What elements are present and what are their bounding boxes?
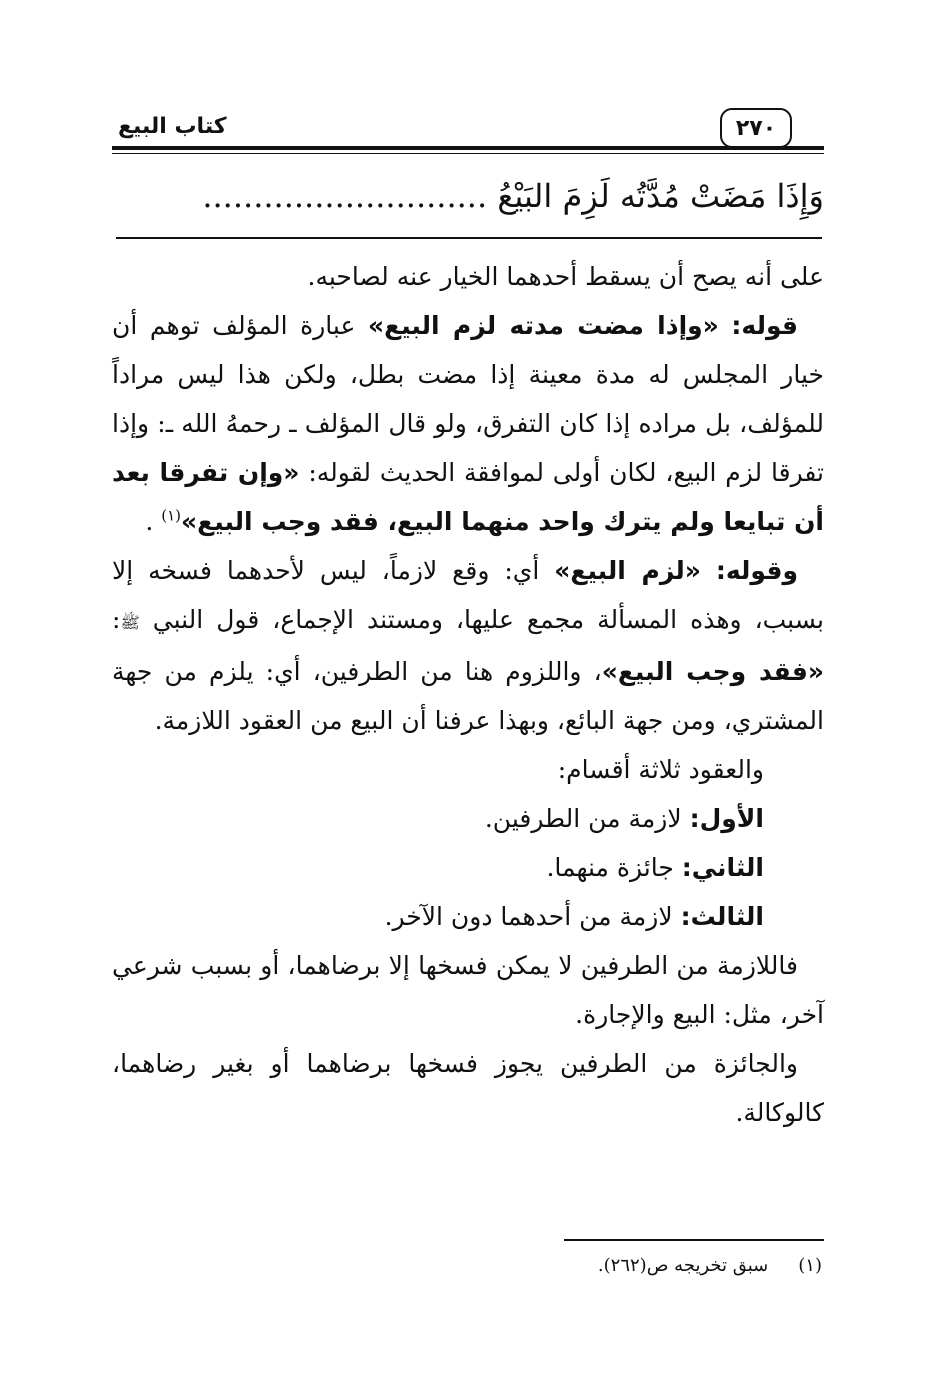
paragraph-3-text-2: :: [112, 605, 121, 634]
paragraph-3-quote: «لزم البيع»: [554, 556, 701, 585]
hadith-quote: «وإن تفرقا بعد أن تبايعا ولم يترك واحد منهما البيع، فقد وجب البيع»: [112, 458, 824, 536]
list-item-1: [112, 794, 824, 843]
header-rule: [112, 146, 824, 150]
list-item-2-label: الثاني:: [681, 853, 764, 882]
list-item-3: [112, 892, 824, 941]
matn-text: وَإِذَا مَضَتْ مُدَّتُه لَزِمَ البَيْعُ: [497, 177, 824, 215]
paragraph-2-text: عبارة المؤلف توهم أن خيار المجلس له مدة معينة إذا مضت بطل، ولكن هذا ليس مراداً للمؤلف، بل مراده إذا كان التفرق، ولو قال المؤلف ـ رحمهُ الله ـ: وإذا تفرقا لزم البيع، لكان أولى لموافقة الحديث لقوله:: [112, 311, 824, 487]
footnote-number: (١): [798, 1255, 822, 1276]
list-item-2-text: جائزة منهما.: [546, 853, 682, 882]
footnote: [300, 1250, 822, 1282]
matn-divider: [116, 237, 822, 239]
running-title: كتاب البيع: [118, 114, 227, 139]
matn-line: [112, 168, 824, 224]
footnote-reference[interactable]: (١): [161, 506, 182, 525]
paragraph-3-text-3: ، واللزوم هنا من الطرفين، أي: يلزم من جهة المشتري، ومن جهة البائع، وبهذا عرفنا أن البيع من العقود اللازمة.: [112, 657, 824, 735]
page-header: [112, 108, 824, 156]
page-number: ٢٧٠: [720, 108, 792, 148]
list-item-1-label: الأول:: [689, 804, 764, 833]
footnote-text: سبق تخريجه ص(٢٦٢).: [597, 1255, 769, 1276]
paragraph-5: فاللازمة من الطرفين لا يمكن فسخها إلا برضاهما، أو بسبب شرعي آخر، مثل: البيع والإجارة.: [112, 951, 824, 1029]
footnote-divider: [564, 1239, 824, 1241]
list-item-3-text: لازمة من أحدهما دون الآخر.: [384, 902, 681, 931]
salutation-glyph: ﷺ: [120, 613, 140, 632]
matn-dots: ............................: [202, 177, 488, 215]
paragraph-4: والعقود ثلاثة أقسام:: [557, 755, 764, 784]
paragraph-3-text-1: أي: وقع لازماً، ليس لأحدهما فسخه إلا بسبب، وهذه المسألة مجمع عليها، ومستند الإجماع، قول النبي: [112, 556, 824, 634]
list-item-3-label: الثالث:: [680, 902, 764, 931]
list-item-2: [112, 843, 824, 892]
paragraph-3-label: وقوله:: [715, 556, 798, 585]
paragraph-2-label: قوله:: [731, 311, 799, 340]
paragraph-2-quote: «وإذا مضت مدته لزم البيع»: [367, 311, 719, 340]
paragraph-3: [112, 546, 824, 745]
list-item-1-text: لازمة من الطرفين.: [484, 804, 690, 833]
paragraph-3-quote-2: «فقد وجب البيع»: [601, 657, 824, 686]
paragraph-6: والجائزة من الطرفين يجوز فسخها برضاهما أو بغير رضاهما، كالوكالة.: [112, 1049, 824, 1127]
paragraph-2-end: .: [145, 507, 162, 536]
commentary-body: [112, 252, 824, 1137]
paragraph-1: على أنه يصح أن يسقط أحدهما الخيار عنه لصاحبه.: [307, 262, 824, 291]
paragraph-2: [112, 301, 824, 546]
header-rule-thin: [112, 153, 824, 154]
